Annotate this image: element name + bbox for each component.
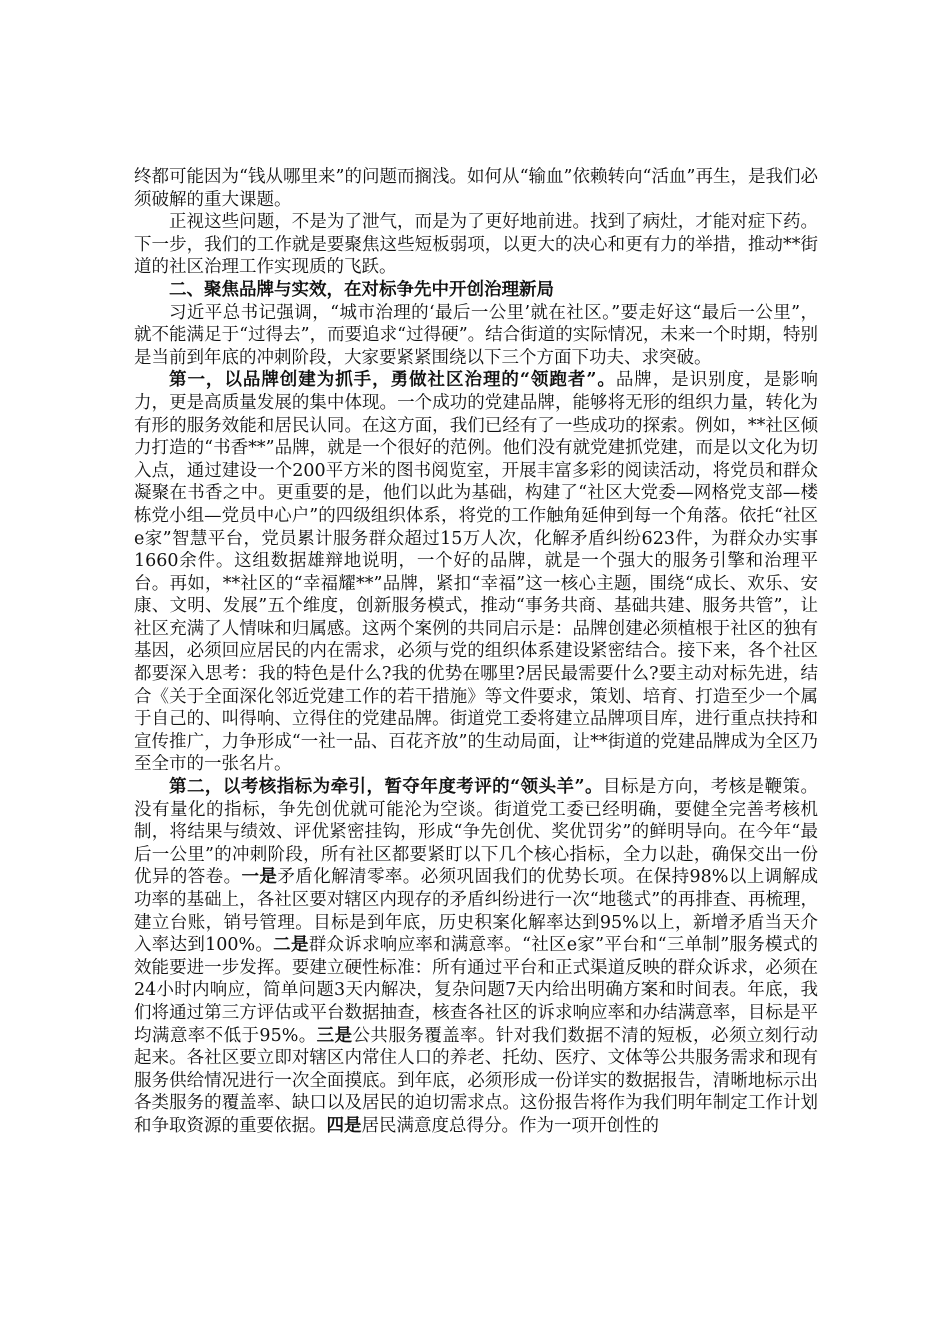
item-marker: 二是 bbox=[273, 935, 309, 956]
assessment-paragraph bbox=[134, 776, 818, 1138]
body-paragraph: 正视这些问题，不是为了泄气，而是为了更好地前进。找到了病灶，才能对症下药。下一步，我们的工作就是要聚焦这些短板弱项，以更大的决心和更有力的举措，推动**街道的社区治理工作实现质的飞跃。 bbox=[134, 212, 818, 278]
document-body bbox=[134, 166, 818, 1138]
item-marker: 四是 bbox=[326, 1115, 362, 1136]
paragraph-text: 矛盾化解清零率。必须巩固我们的优势长项。在保持98%以上调解成功率的基础上，各社区要对辖区内现存的矛盾纠纷进行一次“地毯式”的再排查、再梳理，建立台账，销号管理。目标是到年底，历史积案化解率达到95%以上，新增矛盾当天介入率达到100%。 bbox=[134, 867, 818, 956]
paragraph-text: 目标是方向，考核是鞭策。没有量化的指标，争先创优就可能沦为空谈。街道党工委已经明确，要健全完善考核机制，将结果与绩效、评优紧密挂钩，形成“争先创优、奖优罚劣”的鲜明导向。在今年“最后一公里”的冲刺阶段，所有社区都要紧盯以下几个核心指标，全力以赴，确保交出一份优异的答卷。 bbox=[134, 777, 818, 888]
paragraph-lead: 第一，以品牌创建为抓手，勇做社区治理的“领跑者”。 bbox=[169, 370, 616, 391]
paragraph-text: 群众诉求响应率和满意率。“社区e家”平台和“三单制”服务模式的效能要进一步发挥。要建立硬性标准：所有通过平台和正式渠道反映的群众诉求，必须在24小时内响应，简单问题3天内解决，复杂问题7天内给出明确方案和时间表。年底，我们将通过第三方评估或平台数据抽查，核查各社区的诉求响应率和办结满意率，目标是平均满意率不低于95%。 bbox=[134, 935, 819, 1046]
item-marker: 三是 bbox=[316, 1025, 353, 1046]
paragraph-lead: 第二，以考核指标为牵引，暂夺年度考评的“领头羊”。 bbox=[169, 777, 603, 798]
continuation-paragraph: 终都可能因为“钱从哪里来”的问题而搁浅。如何从“输血”依赖转向“活血”再生，是我们必须破解的重大课题。 bbox=[134, 167, 818, 210]
body-paragraph: 习近平总书记强调，“城市治理的‘最后一公里’就在社区。”要走好这“最后一公里”，就不能满足于“过得去”，而要追求“过得硬”。结合街道的实际情况，未来一个时期，特别是当前到年底的冲刺阶段，大家要紧紧围绕以下三个方面下功夫、求突破。 bbox=[134, 302, 818, 368]
paragraph-text: 公共服务覆盖率。针对我们数据不清的短板，必须立刻行动起来。各社区要立即对辖区内常住人口的养老、托幼、医疗、文体等公共服务需求和现有服务供给情况进行一次全面摸底。到年底，必须形成一份详实的数据报告，清晰地标示出各类服务的覆盖率、缺口以及居民的迫切需求点。这份报告将作为我们明年制定工作计划和争取资源的重要依据。 bbox=[134, 1025, 818, 1136]
paragraph-text: 品牌，是识别度，是影响力，更是高质量发展的集中体现。一个成功的党建品牌，能够将无形的组织力量，转化为有形的服务效能和居民认同。在这方面，我们已经有了一些成功的探索。例如，**社区倾力打造的“书香**”品牌，就是一个很好的范例。他们没有就党建抓党建，而是以文化为切入点，通过建设一个200平方米的图书阅览室，开展丰富多彩的阅读活动，将党员和群众凝聚在书香之中。更重要的是，他们以此为基础，构建了“社区大党委—网格党支部—楼栋党小组—党员中心户”的四级组织体系，将党的工作触角延伸到每一个角落。依托“社区e家”智慧平台，党员累计服务群众超过15万人次，化解矛盾纠纷623件，为群众办实事1660余件。这组数据雄辩地说明，一个好的品牌，就是一个强大的服务引擎和治理平台。再如，**社区的“幸福耀**”品牌，紧扣“幸福”这一核心主题，围绕“成长、欢乐、安康、文明、发展”五个维度，创新服务模式，推动“事务共商、基础共建、服务共管”，让社区充满了人情味和归属感。这两个案例的共同启示是：品牌创建必须植根于社区的独有基因，必须回应居民的内在需求，必须与党的组织体系建设紧密结合。接下来，各个社区都要深入思考：我的特色是什么?我的优势在哪里?居民最需要什么?要主动对标先进，结合《关于全面深化邻近党建工作的若干措施》等文件要求，策划、培育、打造至少一个属于自己的、叫得响、立得住的党建品牌。街道党工委将建立品牌项目库，进行重点扶持和宣传推广，力争形成“一社一品、百花齐放”的生动局面，让**街道的党建品牌成为全区乃至全市的一张名片。 bbox=[134, 370, 819, 775]
paragraph-text: 居民满意度总得分。作为一项开创性的 bbox=[361, 1115, 659, 1136]
item-marker: 一是 bbox=[241, 867, 278, 888]
brand-paragraph bbox=[134, 369, 818, 776]
section-heading: 二、聚焦品牌与实效，在对标争先中开创治理新局 bbox=[169, 279, 554, 300]
